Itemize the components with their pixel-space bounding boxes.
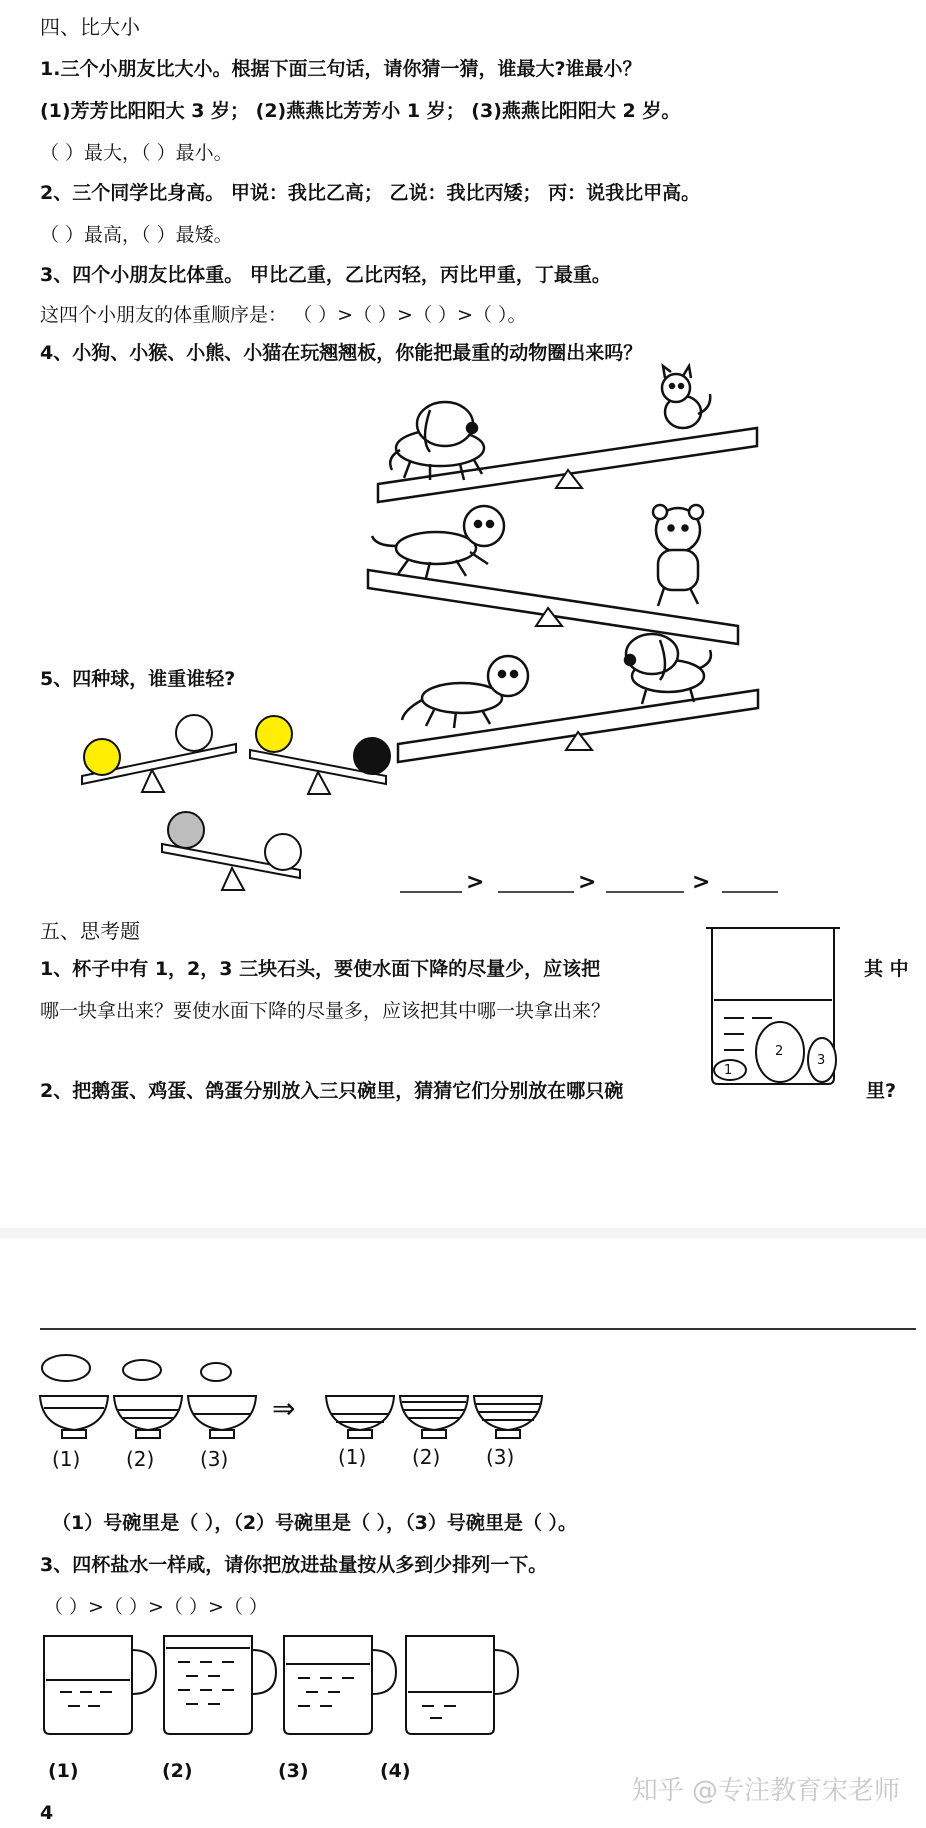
- ball-balance-2: [250, 716, 390, 794]
- gray-ball-icon: [168, 812, 204, 848]
- cat-icon: [662, 366, 710, 428]
- pigeon-egg-icon: [201, 1363, 231, 1381]
- bowl-icon: [474, 1396, 542, 1438]
- s5-q2-line1-end: 里?: [866, 1080, 897, 1102]
- cup-icon: [406, 1636, 518, 1734]
- monkey-icon: [402, 656, 528, 728]
- cup-icon: [284, 1636, 396, 1734]
- bowl-icon: [114, 1396, 182, 1438]
- cup-label-4: (4): [380, 1760, 411, 1782]
- ball-balance-1: [82, 715, 236, 792]
- yellow-ball-icon: [84, 739, 120, 775]
- eggs-and-bowls-before: [40, 1355, 256, 1438]
- bowl-label-left-2: (2): [126, 1447, 155, 1471]
- bowls-after: [326, 1396, 542, 1438]
- seesaw-monkey-dog: [398, 634, 758, 762]
- bowl-icon: [326, 1396, 394, 1438]
- cup-label-1: (1): [48, 1760, 79, 1782]
- q5-gt-1: >: [466, 870, 485, 895]
- q5-gt-3: >: [692, 870, 711, 895]
- q4-partial-number: 4: [40, 1802, 54, 1824]
- q5-gt-2: >: [578, 870, 597, 895]
- bowl-label-right-3: (3): [486, 1445, 515, 1469]
- s5-q2-answer: （1）号碗里是（ ），（2）号碗里是（ ），（3）号碗里是（ ）。: [52, 1512, 578, 1534]
- bowl-icon: [400, 1396, 468, 1438]
- cup-icon: [164, 1636, 276, 1734]
- q5-line1: 5、四种球，谁重谁轻?: [40, 668, 236, 690]
- goose-egg-icon: [42, 1355, 90, 1381]
- section5-title: 五、思考题: [40, 919, 140, 943]
- q3-line1: 3、四个小朋友比体重。 甲比乙重，乙比丙轻，丙比甲重，丁最重。: [40, 264, 611, 286]
- chicken-egg-icon: [123, 1360, 161, 1380]
- yellow-ball-icon: [256, 716, 292, 752]
- q2-line1: 2、三个同学比身高。 甲说：我比乙高； 乙说：我比丙矮； 丙：说我比甲高。: [40, 182, 701, 204]
- arrow-icon: ⇒: [272, 1392, 296, 1425]
- section4-title: 四、比大小: [40, 15, 140, 39]
- stone-label-2: 2: [775, 1044, 784, 1059]
- seesaw-dog-cat: [378, 366, 757, 502]
- q1-line2: (1)芳芳比阳阳大 3 岁； (2)燕燕比芳芳小 1 岁； (3)燕燕比阳阳大 2 岁。: [40, 100, 681, 122]
- bowl-label-left-3: (3): [200, 1447, 229, 1471]
- cup-icon: [44, 1636, 156, 1734]
- stone-label-1: 1: [724, 1063, 733, 1078]
- black-ball-icon: [354, 738, 390, 774]
- bowl-icon: [188, 1396, 256, 1438]
- s5-q2-line1: 2、把鹅蛋、鸡蛋、鸽蛋分别放入三只碗里，猜猜它们分别放在哪只碗: [40, 1080, 624, 1102]
- salt-water-cups: [44, 1636, 518, 1734]
- white-ball-icon: [265, 834, 301, 870]
- bowl-icon: [40, 1396, 108, 1438]
- monkey-icon: [372, 506, 504, 578]
- bowl-label-right-2: (2): [412, 1445, 441, 1469]
- watermark: 知乎 @专注教育宋老师: [631, 1776, 900, 1806]
- s5-q3-order: （ ）>（ ）>（ ）>（ ）: [44, 1596, 268, 1618]
- white-ball-icon: [176, 715, 212, 751]
- s5-q1-line1: 1、杯子中有 1，2，3 三块石头，要使水面下降的尽量少，应该把: [40, 958, 601, 980]
- s5-q1-line1-end: 其 中: [864, 958, 909, 980]
- q2-line2: （ ）最高，（ ）最矮。: [40, 224, 233, 246]
- bear-icon: [653, 505, 703, 606]
- q3-line2: 这四个小朋友的体重顺序是： （ ）>（ ）>（ ）>（ ）。: [40, 304, 527, 326]
- seesaw-monkey-bear: [368, 505, 738, 644]
- s5-q3-line1: 3、四杯盐水一样咸，请你把放进盐量按从多到少排列一下。: [40, 1554, 548, 1576]
- stone-label-3: 3: [817, 1053, 826, 1068]
- cup-label-3: (3): [278, 1760, 309, 1782]
- cup-label-2: (2): [162, 1760, 193, 1782]
- q1-line3: （ ）最大，（ ）最小。: [40, 142, 233, 164]
- bowl-label-left-1: (1): [52, 1447, 81, 1471]
- dog-icon: [390, 402, 484, 480]
- q4-line1: 4、小狗、小猴、小熊、小猫在玩翘翘板，你能把最重的动物圈出来吗？: [40, 342, 643, 364]
- page-gap: [0, 1228, 926, 1238]
- ball-balance-3: [162, 812, 301, 890]
- q1-line1: 1.三个小朋友比大小。根据下面三句话，请你猜一猜，谁最大?谁最小？: [40, 58, 642, 80]
- bowl-label-right-1: (1): [338, 1445, 367, 1469]
- dog-icon: [625, 634, 711, 704]
- divider-line: [40, 1328, 916, 1330]
- s5-q1-line2: 哪一块拿出来？要使水面下降的尽量多，应该把其中哪一块拿出来？: [40, 1000, 611, 1022]
